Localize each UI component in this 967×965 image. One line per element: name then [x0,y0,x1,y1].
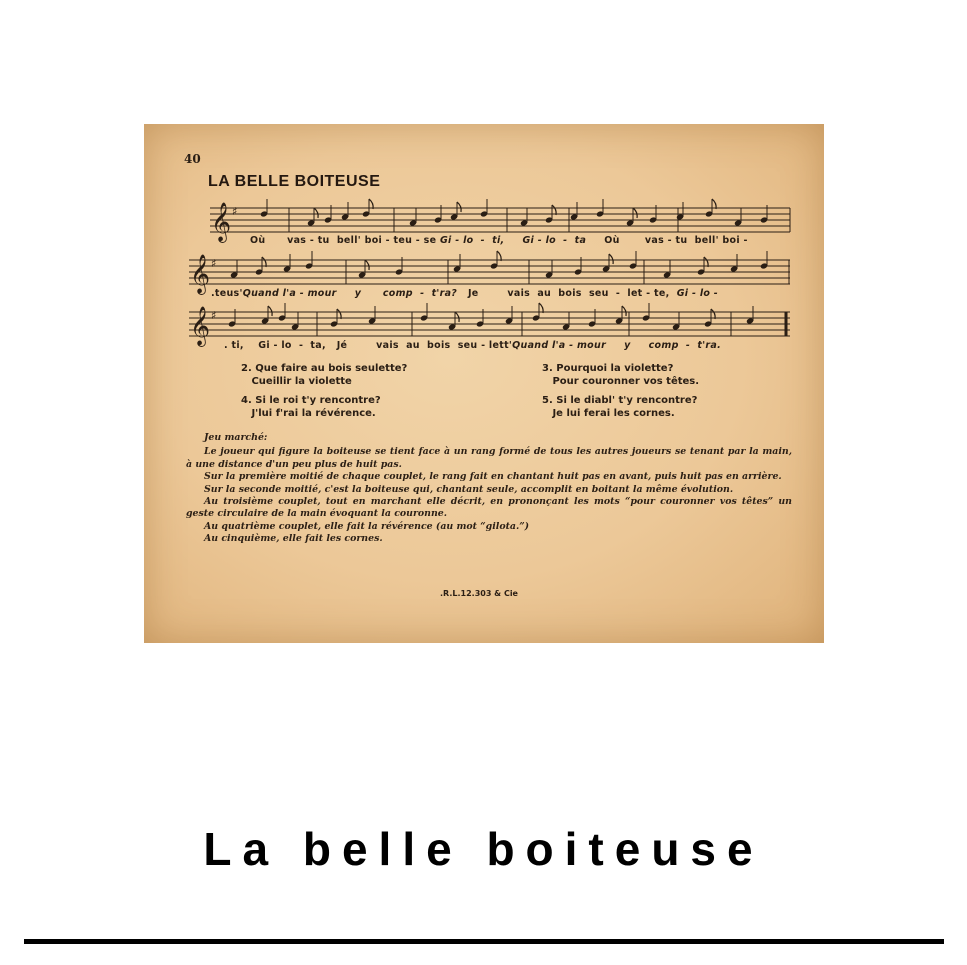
game-paragraph: Au quatrième couplet, elle fait la révérence (au mot “gilota.”) [204,520,530,532]
note-flag [622,306,626,316]
verse-4: 4. Si le roi t'y rencontre? J'lui f'rai la révérence. [241,395,381,419]
song-sheet-scan [144,124,824,643]
note-flag [365,260,369,270]
game-paragraph: Sur la seconde moitié, c'est la boiteuse qui, chantant seule, accomplit en boitant la même évolution. [204,483,734,495]
note-flag [712,199,716,209]
note-flag [369,199,373,209]
game-paragraph: Le joueur qui figure la boiteuse se tient face à un rang formé de tous les autres joueurs se tenant par la main, à une distance d'un peu plus de huit pas. [186,446,792,470]
song-title: LA BELLE BOITEUSE [208,173,381,190]
lyric-line-2: .teus'Quand l'a - mour y comp - t'ra? Je vais au bois seu - let - te, Gi - lo - [211,288,719,299]
bottom-divider [24,939,944,944]
lyric-line-3: . ti, Gi - lo - ta, Jé vais au bois seu - lett'Quand l'a - mour y comp - t'ra. [224,340,722,351]
treble-clef-icon: 𝄞 [211,202,232,242]
game-instructions [186,432,792,546]
lyric-line-1: Où vas - tu bell' boi - teu - se Gi - lo - ti, Gi - lo - ta Où vas - tu bell' boi - [250,235,748,246]
note-flag [268,306,272,316]
note-flag [609,254,613,264]
note-flag [633,208,637,218]
note-flag [704,257,708,267]
page-number: 40 [184,152,201,166]
key-signature-sharp-icon: ♯ [232,205,238,218]
game-paragraph: Au troisième couplet, tout en marchant elle décrit, en prononçant les mots “pour couronner vos têtes” un geste circulaire de la main évoquant la couronne. [186,496,792,520]
note-flag [337,309,341,319]
verse-5: 5. Si le diabl' t'y rencontre? Je lui ferai les cornes. [542,395,698,419]
treble-clef-icon: 𝄞 [190,306,211,346]
note-flag [497,251,501,261]
note-flag [262,257,266,267]
printer-imprint: .R.L.12.303 & Cie [440,589,518,598]
game-paragraph: Au cinquième, elle fait les cornes. [204,533,383,545]
key-signature-sharp-icon: ♯ [211,309,217,322]
note-flag [457,202,461,212]
note-flag [552,205,556,215]
note-flag [711,309,715,319]
game-paragraph: Sur la première moitié de chaque couplet, le rang fait en chantant huit pas en avant, puis huit pas en arrière. [204,471,782,483]
key-signature-sharp-icon: ♯ [211,257,217,270]
caption-title: La belle boiteuse [203,823,764,875]
verse-2: 2. Que faire au bois seulette? Cueillir la violette [241,363,408,387]
treble-clef-icon: 𝄞 [190,254,211,294]
note-flag [314,208,318,218]
verse-3: 3. Pourquoi la violette? Pour couronner vos têtes. [542,363,700,387]
game-heading: Jeu marché: [204,432,268,443]
note-flag [539,303,543,313]
note-flag [455,312,459,322]
